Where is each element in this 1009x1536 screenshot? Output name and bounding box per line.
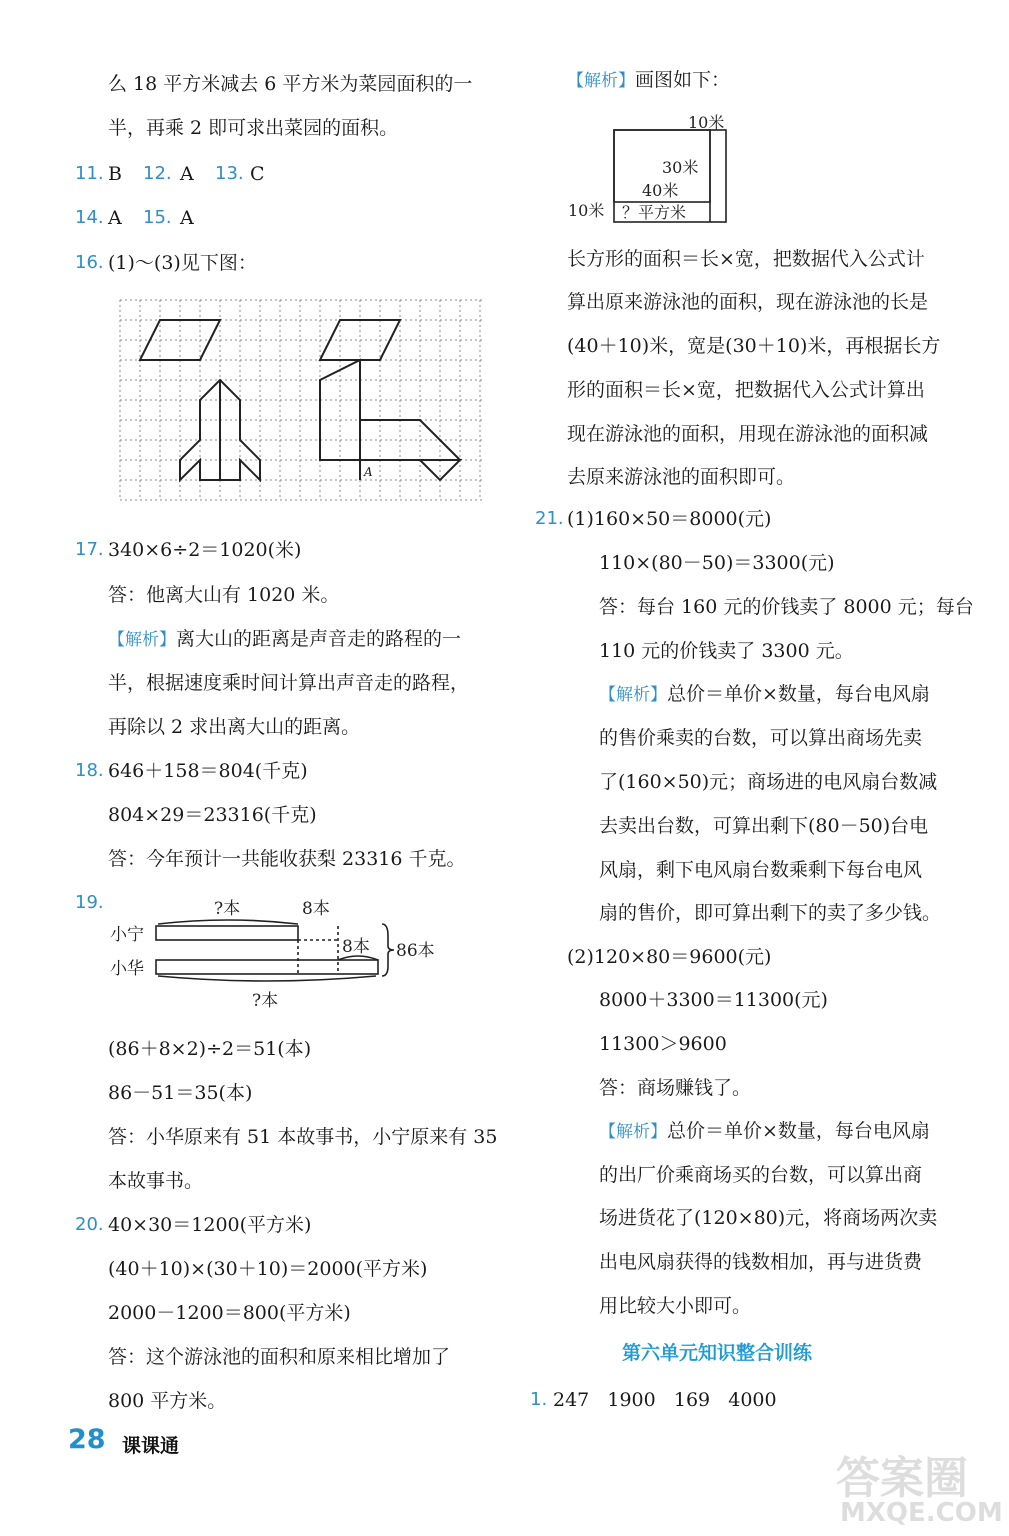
calc-line: (1)160×50＝8000(元) — [567, 508, 772, 530]
question-number: 15. — [143, 207, 172, 228]
point-label: A — [364, 465, 373, 479]
brand-name: 课课通 — [122, 1435, 180, 1457]
analysis-line: 用比较大小即可。 — [599, 1295, 752, 1317]
analysis-line: 【解析】离大山的距离是声音走的路程的一 — [108, 628, 462, 650]
calc-line: 8000＋3300＝11300(元) — [599, 989, 828, 1011]
analysis-line: 了(160×50)元；商场进的电风扇台数减 — [599, 771, 938, 793]
answer-line: 答：他离大山有 1020 米。 — [108, 584, 340, 606]
analysis-line: 【解析】画图如下： — [567, 69, 731, 91]
question-number: 21. — [535, 508, 564, 529]
analysis-line: 半，根据速度乘时间计算出声音走的路程， — [108, 672, 470, 694]
analysis-line: 算出原来游泳池的面积，现在游泳池的长是 — [567, 291, 929, 313]
analysis-line: 形的面积＝长×宽，把数据代入公式计算出 — [567, 379, 925, 401]
answer: C — [250, 163, 265, 185]
analysis-line: 去卖出台数，可算出剩下(80－50)台电 — [599, 815, 929, 837]
calc-line: (86＋8×2)÷2＝51(本) — [108, 1038, 312, 1060]
question-number: 20. — [75, 1214, 104, 1235]
question-number: 14. — [75, 207, 104, 228]
question-number: 18. — [75, 760, 104, 781]
svg-text:86本: 86本 — [396, 941, 435, 961]
answer-line: 答：每台 160 元的价钱卖了 8000 元；每台 — [599, 596, 974, 618]
answer-line: 答：商场赚钱了。 — [599, 1077, 752, 1099]
text-line: (1)～(3)见下图： — [108, 252, 257, 274]
analysis-line: 风扇，剩下电风扇台数乘剩下每台电风 — [599, 859, 923, 881]
calc-line: 2000－1200＝800(平方米) — [108, 1302, 351, 1324]
pool-figure — [566, 110, 756, 226]
analysis-line: 场进货花了(120×80)元，将商场两次卖 — [599, 1207, 938, 1229]
analysis-line: 长方形的面积＝长×宽，把数据代入公式计 — [567, 248, 925, 270]
calc-line: 40×30＝1200(平方米) — [108, 1214, 312, 1236]
answer: A — [180, 163, 194, 185]
calc-line: 11300＞9600 — [599, 1033, 727, 1055]
analysis-line: 再除以 2 求出离大山的距离。 — [108, 716, 361, 738]
analysis-line: 出电风扇获得的钱数相加，再与进货费 — [599, 1251, 923, 1273]
svg-text:8本: 8本 — [302, 899, 330, 919]
answer: A — [108, 207, 122, 229]
page-number: 28 — [68, 1424, 106, 1455]
analysis-line: 扇的售价，即可算出剩下的卖了多少钱。 — [599, 902, 942, 924]
analysis-line: 去原来游泳池的面积即可。 — [567, 466, 796, 488]
grid-figure — [118, 298, 488, 504]
answer-line: 答：今年预计一共能收获梨 23316 千克。 — [108, 848, 466, 870]
watermark-logo: 答案圈 — [836, 1453, 968, 1504]
svg-text:?本: ?本 — [214, 899, 241, 919]
question-number: 19. — [75, 892, 104, 913]
answer-line: 答：小华原来有 51 本故事书，小宁原来有 35 — [108, 1126, 498, 1148]
text-line: 么 18 平方米减去 6 平方米为菜园面积的一 — [108, 73, 473, 95]
analysis-line: 【解析】总价＝单价×数量，每台电风扇 — [599, 1120, 930, 1142]
answer-line: 247 1900 169 4000 — [553, 1389, 777, 1411]
svg-text:小宁: 小宁 — [110, 925, 144, 945]
text-line: 半，再乘 2 即可求出菜园的面积。 — [108, 117, 399, 139]
calc-line: 110×(80－50)＝3300(元) — [599, 552, 835, 574]
analysis-tag: 【解析】 — [108, 630, 176, 650]
analysis-tag: 【解析】 — [599, 685, 667, 705]
question-number: 12. — [143, 163, 172, 184]
question-number: 11. — [75, 163, 104, 184]
svg-text:小华: 小华 — [110, 959, 144, 979]
answer: A — [180, 207, 194, 229]
calc-line: (2)120×80＝9600(元) — [567, 946, 772, 968]
calc-line: 646＋158＝804(千克) — [108, 760, 308, 782]
analysis-line: 现在游泳池的面积，用现在游泳池的面积减 — [567, 423, 929, 445]
answer-line: 本故事书。 — [108, 1170, 204, 1192]
analysis-line: (40＋10)米，宽是(30＋10)米，再根据长方 — [567, 335, 941, 357]
watermark-url: MXQE.COM — [840, 1498, 1003, 1528]
svg-text:40米: 40米 — [642, 181, 679, 200]
question-number: 1. — [530, 1389, 548, 1410]
calc-line: 804×29＝23316(千克) — [108, 804, 317, 826]
svg-text:30米: 30米 — [662, 158, 699, 177]
svg-text:？平方米: ？平方米 — [622, 203, 687, 222]
analysis-tag: 【解析】 — [567, 71, 635, 91]
answer-line: 800 平方米。 — [108, 1390, 227, 1412]
segment-diagram — [106, 892, 446, 1018]
question-number: 16. — [75, 252, 104, 273]
calc-line: (40＋10)×(30＋10)＝2000(平方米) — [108, 1258, 428, 1280]
analysis-line: 【解析】总价＝单价×数量，每台电风扇 — [599, 683, 930, 705]
answer-line: 110 元的价钱卖了 3300 元。 — [599, 640, 854, 662]
answer: B — [108, 163, 122, 185]
svg-text:10米: 10米 — [568, 201, 605, 220]
svg-text:?本: ?本 — [252, 991, 279, 1011]
analysis-line: 的售价乘卖的台数，可以算出商场先卖 — [599, 727, 923, 749]
answer-line: 答：这个游泳池的面积和原来相比增加了 — [108, 1346, 451, 1368]
svg-text:8本: 8本 — [342, 937, 370, 957]
analysis-line: 的出厂价乘商场买的台数，可以算出商 — [599, 1164, 923, 1186]
question-number: 13. — [215, 163, 244, 184]
calc-line: 340×6÷2＝1020(米) — [108, 539, 302, 561]
section-heading: 第六单元知识整合训练 — [622, 1342, 813, 1364]
question-number: 17. — [75, 539, 104, 560]
calc-line: 86－51＝35(本) — [108, 1082, 253, 1104]
analysis-tag: 【解析】 — [599, 1122, 667, 1142]
svg-text:10米: 10米 — [688, 113, 725, 132]
